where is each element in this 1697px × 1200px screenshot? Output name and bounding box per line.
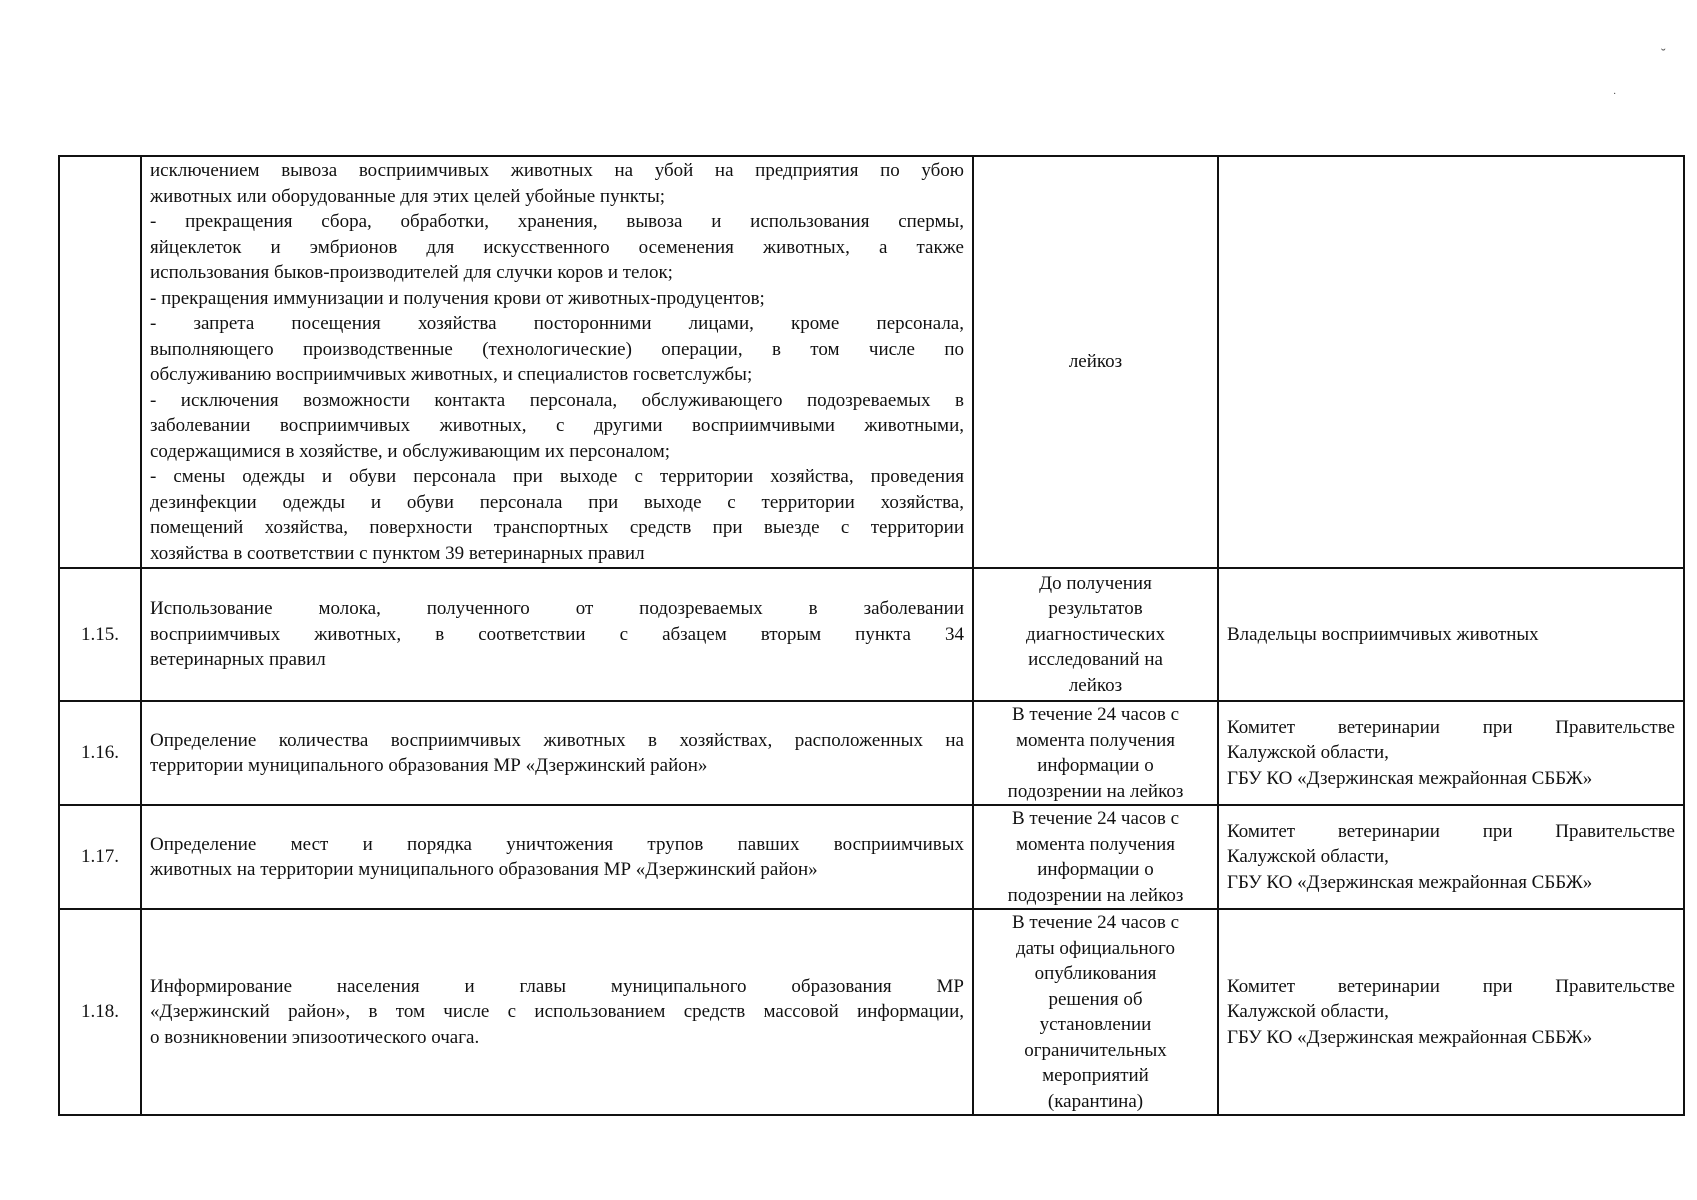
action-line: выполняющего производственные (технологические) операции, в том числе по	[150, 338, 964, 360]
responsible-line: Калужской области,	[1227, 1001, 1389, 1023]
deadline-line: момента получения	[1016, 729, 1175, 751]
item-number: 1.15.	[59, 568, 141, 701]
action-line: восприимчивых животных, в соответствии с абзацем вторым пункта 34	[150, 623, 964, 645]
action-cell	[141, 805, 973, 909]
deadline-cell	[973, 568, 1218, 701]
action-line: - запрета посещения хозяйства посторонними лицами, кроме персонала,	[150, 313, 964, 334]
deadline-line: В течение 24 часов с	[1011, 704, 1180, 725]
deadline-cell	[973, 156, 1218, 568]
table-row-1-16	[59, 701, 1684, 805]
action-line: - исключения возможности контакта персонала, обслуживающего подозреваемых в	[150, 389, 964, 411]
item-number: 1.18.	[59, 909, 141, 1115]
action-line: - прекращения иммунизации и получения крови от животных-продуцентов;	[150, 287, 765, 309]
item-number: 1.16.	[59, 701, 141, 805]
action-line: использования быков-производителей для случки коров и телок;	[150, 262, 673, 283]
deadline-line: лейкоз	[1068, 351, 1123, 373]
responsible-line: Комитет ветеринарии при Правительстве	[1227, 716, 1675, 738]
deadline-line: лейкоз	[1068, 674, 1123, 696]
action-line: «Дзержинский район», в том числе с использованием средств массовой информации,	[150, 1001, 964, 1023]
deadline-line: даты официального	[1016, 937, 1175, 959]
deadline-line: информации о	[1037, 755, 1154, 776]
scan-dot: ·	[1613, 89, 1617, 100]
table-row-continuation	[59, 156, 1684, 568]
responsible-cell	[1218, 701, 1684, 805]
deadline-line: До получения	[1039, 572, 1152, 594]
responsible-line: Владельцы восприимчивых животных	[1227, 623, 1539, 645]
action-line: Использование молока, полученного от подозреваемых в заболевании	[150, 598, 964, 620]
action-line: исключением вывоза восприимчивых животных на убой на предприятия по убою	[150, 160, 964, 181]
deadline-line: В течение 24 часов с	[1011, 808, 1180, 829]
deadline-cell	[973, 805, 1218, 909]
action-cell	[141, 156, 973, 568]
action-line: - прекращения сбора, обработки, хранения, вывоза и использования спермы,	[150, 211, 964, 232]
responsible-cell	[1218, 156, 1684, 568]
table-row-1-15	[59, 568, 1684, 701]
responsible-line: Комитет ветеринарии при Правительстве	[1227, 975, 1675, 997]
action-line: хозяйства в соответствии с пунктом 39 ветеринарных правил	[150, 542, 645, 564]
action-line: Информирование населения и главы муниципального образования МР	[150, 975, 964, 997]
action-line: животных или оборудованные для этих целей убойные пункты;	[150, 185, 666, 207]
action-line: яйцеклеток и эмбрионов для искусственного осеменения животных, а также	[150, 236, 964, 258]
deadline-line: подозрении на лейкоз	[1007, 780, 1184, 802]
responsible-line: ГБУ КО «Дзержинская межрайонная СББЖ»	[1227, 871, 1593, 893]
deadline-line: диагностических	[1026, 623, 1165, 645]
item-number	[59, 156, 141, 568]
action-line: дезинфекции одежды и обуви персонала при выходе с территории хозяйства,	[150, 491, 964, 513]
deadline-line: ограничительных	[1024, 1039, 1167, 1061]
deadline-line: мероприятий	[1042, 1065, 1149, 1086]
deadline-line: В течение 24 часов с	[1011, 912, 1180, 933]
deadline-line: решения об	[1048, 988, 1143, 1010]
deadline-line: (карантина)	[1047, 1090, 1144, 1112]
action-line: помещений хозяйства, поверхности транспортных средств при выезде с территории	[150, 517, 964, 538]
deadline-line: момента получения	[1016, 833, 1175, 855]
scan-mark: ˘	[1661, 47, 1666, 62]
deadline-line: опубликования	[1034, 963, 1157, 984]
action-line: территории муниципального образования МР «Дзержинский район»	[150, 755, 708, 776]
action-cell	[141, 568, 973, 701]
measures-table	[58, 155, 1685, 1116]
table-row-1-18	[59, 909, 1684, 1115]
responsible-line: ГБУ КО «Дзержинская межрайонная СББЖ»	[1227, 1026, 1593, 1048]
action-cell	[141, 701, 973, 805]
action-line: заболевании восприимчивых животных, с другими восприимчивыми животными,	[150, 415, 964, 436]
deadline-cell	[973, 909, 1218, 1115]
responsible-cell	[1218, 909, 1684, 1115]
responsible-cell	[1218, 568, 1684, 701]
action-line: Определение количества восприимчивых животных в хозяйствах, расположенных на	[150, 729, 964, 751]
action-line: ветеринарных правил	[150, 649, 326, 671]
responsible-line: Калужской области,	[1227, 846, 1389, 868]
action-line: содержащимися в хозяйстве, и обслуживающим их персоналом;	[150, 440, 671, 462]
deadline-line: подозрении на лейкоз	[1007, 884, 1184, 906]
table-row-1-17	[59, 805, 1684, 909]
responsible-line: Калужской области,	[1227, 742, 1389, 764]
action-line: Определение мест и порядка уничтожения трупов павших восприимчивых	[150, 833, 964, 855]
responsible-cell	[1218, 805, 1684, 909]
responsible-line: ГБУ КО «Дзержинская межрайонная СББЖ»	[1227, 767, 1593, 789]
deadline-line: результатов	[1048, 598, 1143, 620]
action-line: обслуживанию восприимчивых животных, и специалистов госветслужбы;	[150, 364, 753, 385]
action-cell	[141, 909, 973, 1115]
item-number: 1.17.	[59, 805, 141, 909]
action-line: животных на территории муниципального образования МР «Дзержинский район»	[150, 859, 818, 880]
deadline-line: установлении	[1039, 1014, 1152, 1035]
action-line: - смены одежды и обуви персонала при выходе с территории хозяйства, проведения	[150, 466, 964, 487]
deadline-line: исследований на	[1028, 649, 1163, 671]
deadline-line: информации о	[1037, 859, 1154, 880]
action-line: о возникновении эпизоотического очага.	[150, 1026, 480, 1048]
responsible-line: Комитет ветеринарии при Правительстве	[1227, 820, 1675, 842]
deadline-cell	[973, 701, 1218, 805]
